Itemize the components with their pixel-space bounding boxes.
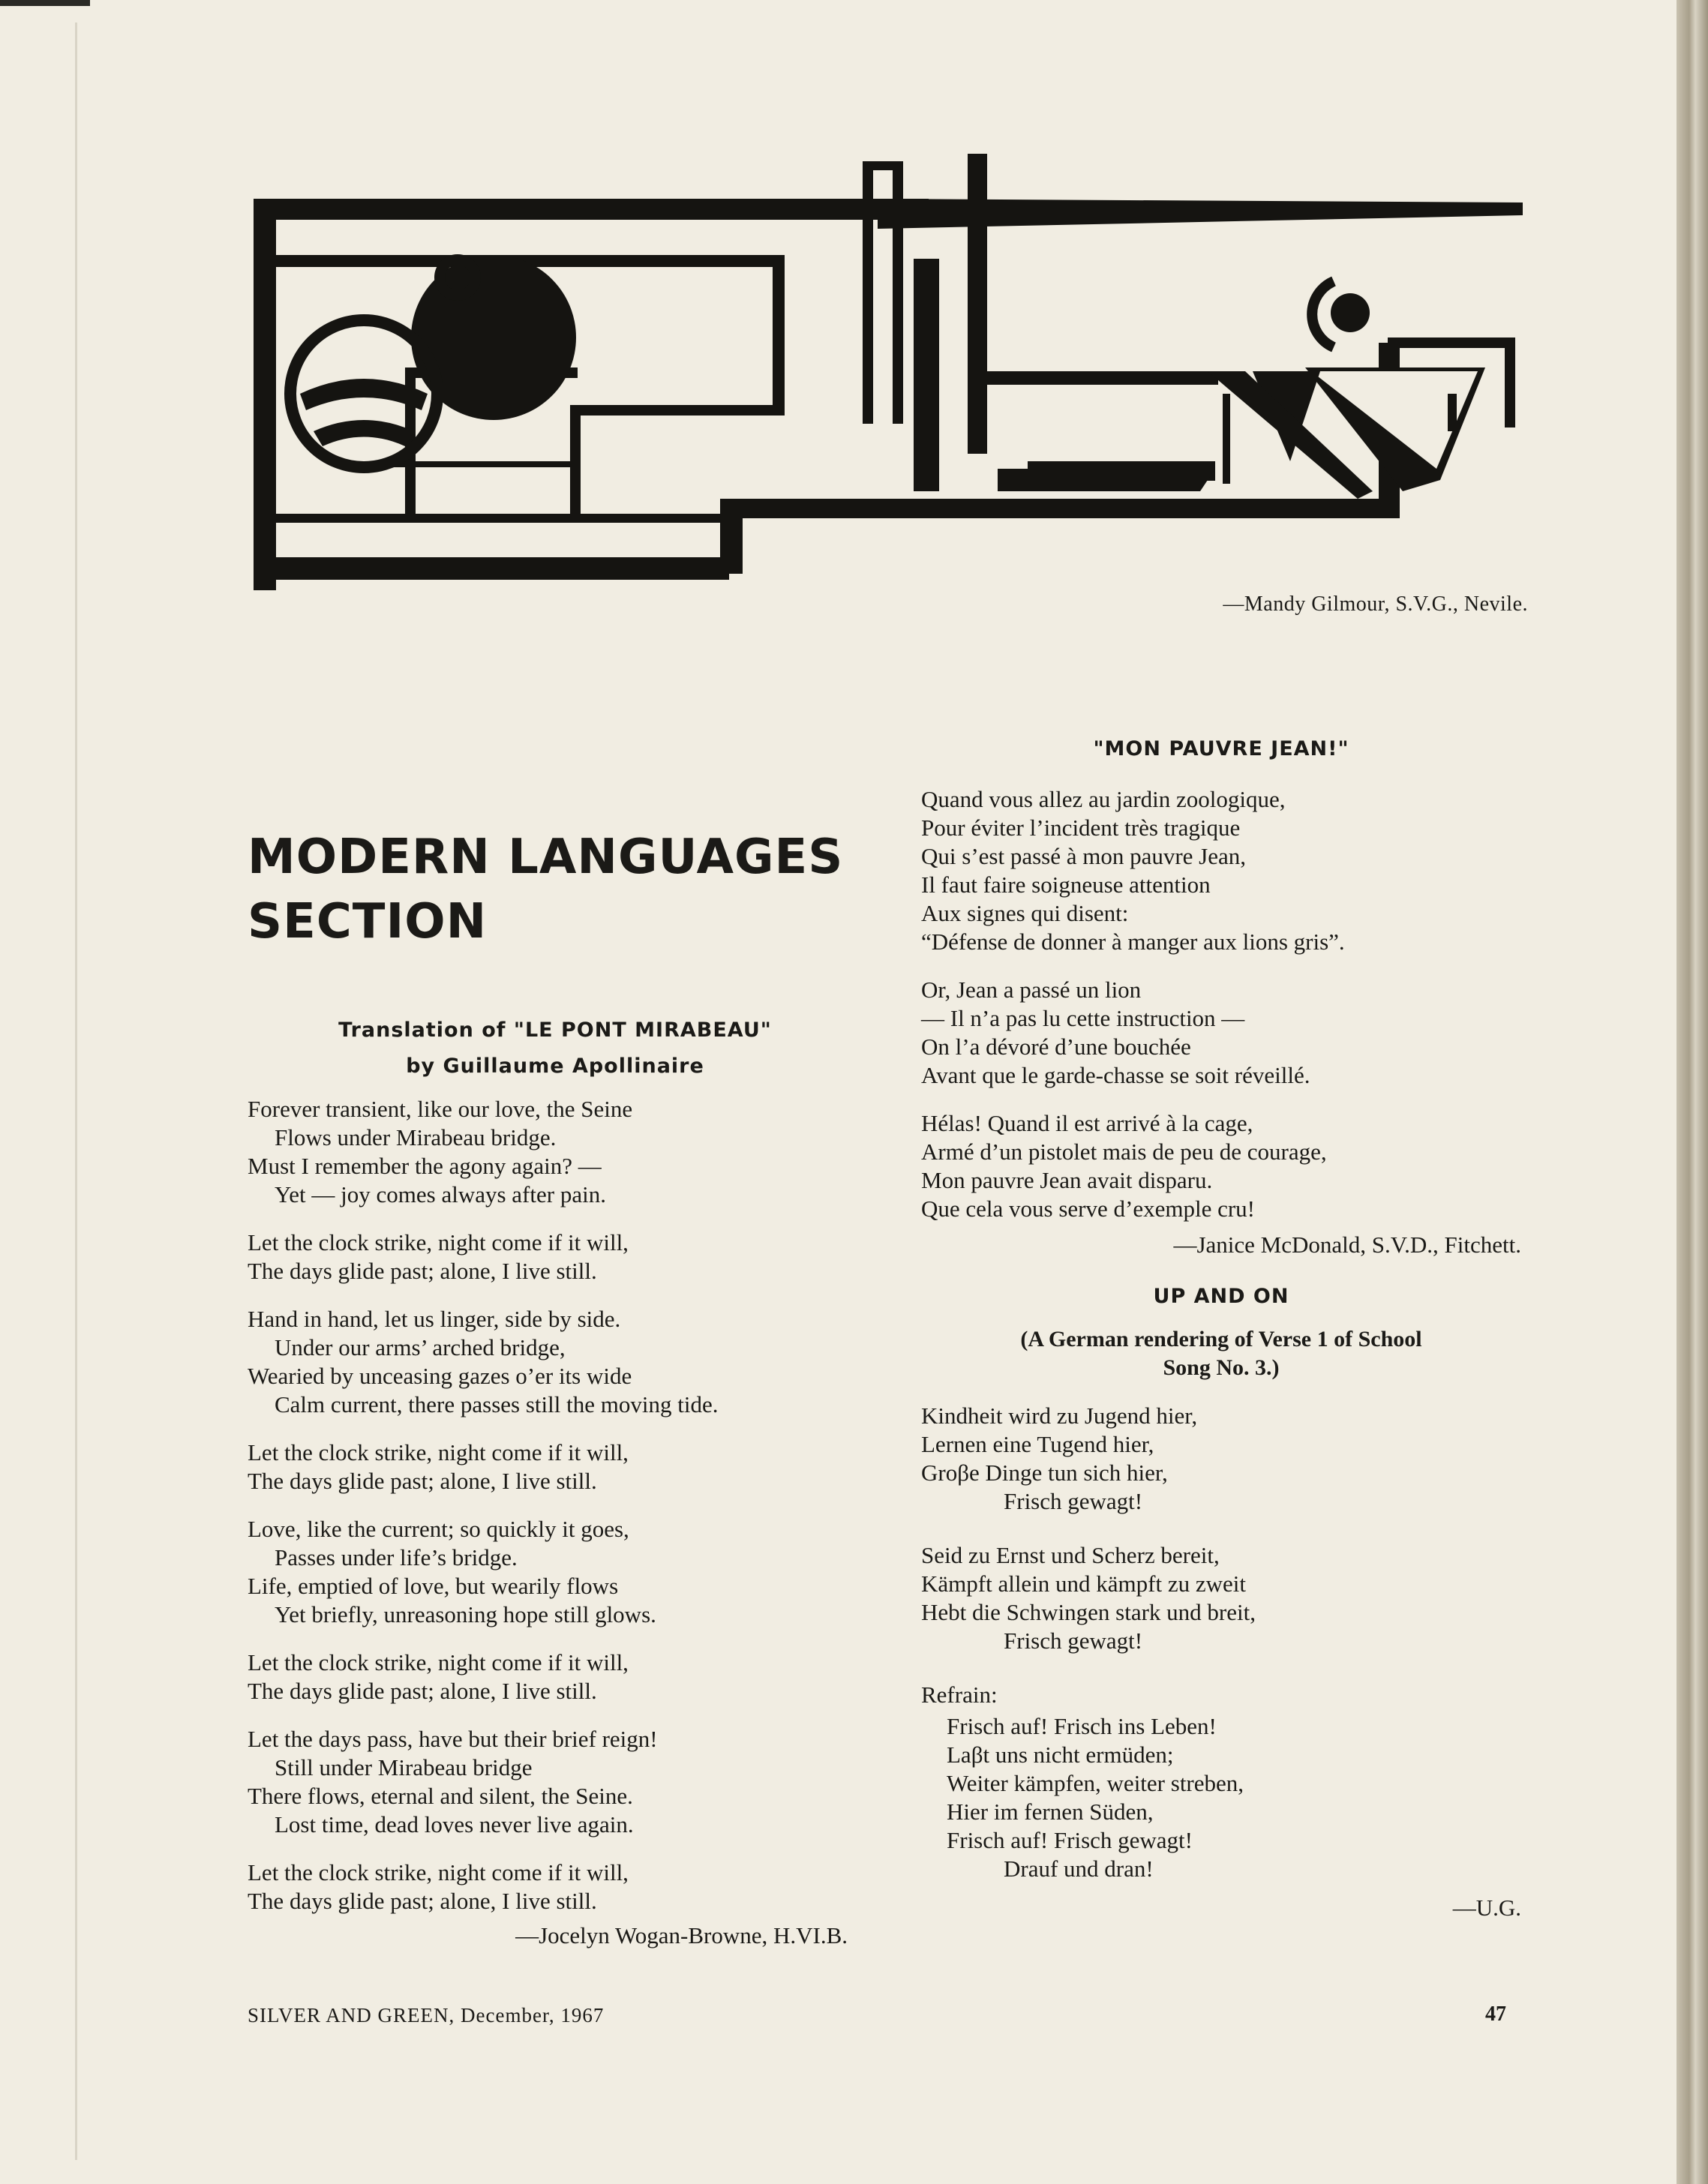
- poem-credit: —U.G.: [1452, 1894, 1521, 1921]
- poem-subtitle: (A German rendering of Verse 1 of School Song No. 3.): [1020, 1327, 1422, 1380]
- stanza: Love, like the current; so quickly it goes, Passes under life’s bridge. Life, emptied of love, but wearily flows Yet briefly, unreasoning hope still glows.: [248, 1516, 656, 1628]
- poem-title: UP AND ON: [1153, 1285, 1289, 1308]
- stanza: Quand vous allez au jardin zoologique, Pour éviter l’incident très tragique Qui s’est passé à mon pauvre Jean, Il faut faire soigneuse attention Aux signes qui disent: “Défense de donner à manger aux lions gris”.: [921, 786, 1345, 955]
- page-edge-right: [1676, 0, 1708, 2184]
- page-fold: [75, 22, 77, 2160]
- stanza: Seid zu Ernst und Scherz bereit, Kämpft allein und kämpft zu zweit Hebt die Schwingen stark und breit, Frisch gewagt!: [921, 1542, 1256, 1654]
- journal-footer: SILVER AND GREEN, December, 1967: [248, 2004, 605, 2026]
- section-title: MODERN LANGUAGES SECTION: [248, 830, 844, 950]
- illustration-credit: —Mandy Gilmour, S.V.G., Nevile.: [1223, 592, 1528, 616]
- stanza: Forever transient, like our love, the Seine Flows under Mirabeau bridge. Must I remember the agony again? — Yet — joy comes always after pain.: [248, 1096, 633, 1208]
- page-edge-top: [0, 0, 90, 6]
- poem-credit: —Jocelyn Wogan-Browne, H.VI.B.: [515, 1922, 848, 1948]
- poem-heading: Translation of "LE PONT MIRABEAU" by Guillaume Apollinaire: [338, 1018, 772, 1078]
- right-column: [921, 731, 1521, 1922]
- refrain-stanza: Let the clock strike, night come if it will, The days glide past; alone, I live still.: [248, 1649, 629, 1704]
- refrain-stanza: Let the clock strike, night come if it will, The days glide past; alone, I live still.: [248, 1229, 629, 1284]
- refrain-stanza: Let the clock strike, night come if it will, The days glide past; alone, I live still.: [248, 1439, 629, 1494]
- refrain: Frisch auf! Frisch ins Leben! Laβt uns nicht ermüden; Weiter kämpfen, weiter streben, Hier im fernen Süden, Frisch auf! Frisch gewagt! Drauf und dran!: [947, 1713, 1244, 1882]
- abstract-illustration: [248, 146, 1530, 596]
- stanza: Or, Jean a passé un lion — Il n’a pas lu cette instruction — On l’a dévoré d’une bouchée Avant que le garde-chasse se soit réveillé.: [921, 976, 1310, 1088]
- stanza: Kindheit wird zu Jugend hier, Lernen eine Tugend hier, Groβe Dinge tun sich hier, Frisch gewagt!: [921, 1402, 1198, 1514]
- stanza: Hélas! Quand il est arrivé à la cage, Armé d’un pistolet mais de peu de courage, Mon pauvre Jean avait disparu. Que cela vous serve d’exemple cru!: [921, 1110, 1327, 1222]
- page-number: 47: [1485, 2002, 1506, 2026]
- poem-credit: —Janice McDonald, S.V.D., Fitchett.: [1173, 1232, 1521, 1258]
- left-column: [248, 825, 863, 1950]
- refrain-label: Refrain:: [921, 1682, 998, 1708]
- poem-title: "MON PAUVRE JEAN!": [1093, 737, 1349, 760]
- stanza: Let the days pass, have but their brief reign! Still under Mirabeau bridge There flows, eternal and silent, the Seine. Lost time, dead loves never live again.: [248, 1726, 658, 1838]
- stanza: Hand in hand, let us linger, side by side. Under our arms’ arched bridge, Wearied by unceasing gazes o’er its wide Calm current, there passes still the moving tide.: [248, 1306, 719, 1418]
- refrain-stanza: Let the clock strike, night come if it will, The days glide past; alone, I live still.: [248, 1859, 629, 1914]
